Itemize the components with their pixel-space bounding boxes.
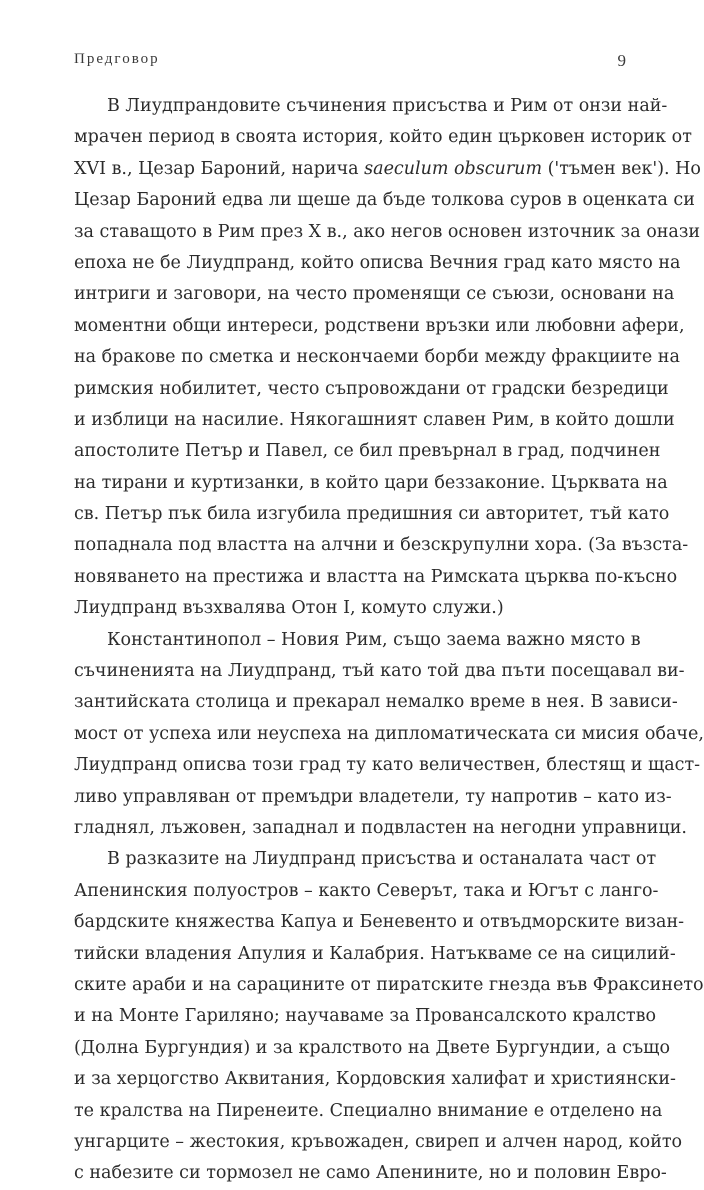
text-line: унгарците – жестокия, кръвожаден, свиреп и алчен народ, който <box>74 1131 683 1152</box>
text-line: съчиненията на Лиудпранд, тъй като той два пъти посещавал ви- <box>74 661 685 682</box>
text-line: римския нобилитет, често съпровождани от градски безредици <box>74 378 669 399</box>
text-run: XVI в., Цезар Бароний, нарича <box>74 158 365 179</box>
text-line: гладнял, лъжовен, западнал и подвластен на негодни управници. <box>74 817 687 838</box>
text-line: и изблици на насилие. Някогашният славен Рим, в който дошли <box>74 409 675 430</box>
text-line: епоха не бе Лиудпранд, който описва Вечния град като място на <box>74 252 681 273</box>
text-line: с набезите си тормозел не само Апенините, но и половин Евро- <box>74 1163 667 1184</box>
text-run: ('тъмен век'). Но <box>542 158 701 179</box>
text-line: те кралства на Пиренеите. Специално внимание е отделено на <box>74 1100 663 1121</box>
text-line: апостолите Петър и Павел, се бил превърнал в град, подчинен <box>74 441 661 462</box>
text-line: Константинопол – Новия Рим, също заема важно място в <box>107 629 641 650</box>
text-line: новяването на престижа и властта на Римската църква по-късно <box>74 566 678 587</box>
running-header <box>74 51 626 75</box>
running-title: Предговор <box>74 51 160 67</box>
text-line: зантийската столица и прекарал немалко време в нея. В зависи- <box>74 692 678 713</box>
text-line: за ставащото в Рим през X в., ако негов основен източник за онази <box>74 221 701 242</box>
text-line: интриги и заговори, на често променящи се съюзи, основани на <box>74 284 675 305</box>
text-line: тийски владения Апулия и Калабрия. Натъкваме се на сицилий- <box>74 943 676 964</box>
text-line: на тирани и куртизанки, в който цари беззаконие. Църквата на <box>74 472 668 493</box>
text-line: бардските княжества Капуа и Беневенто и отвъдморските визан- <box>74 912 685 933</box>
text-line: ливо управляван от премъдри владетели, ту напротив – като из- <box>74 786 672 807</box>
text-line: мост от успеха или неуспеха на дипломатическата си мисия обаче, <box>74 723 704 744</box>
text-line: на бракове по сметка и нескончаеми борби между фракциите на <box>74 347 680 368</box>
text-line: попаднала под властта на алчни и безскрупулни хора. (За възста- <box>74 535 689 556</box>
text-line: Апенинския полуостров – както Северът, така и Югът с ланго- <box>74 880 659 901</box>
page-number: 9 <box>617 51 626 70</box>
text-line: В разказите на Лиудпранд присъства и останалата част от <box>107 849 657 870</box>
text-line: св. Петър пък била изгубила предишния си авторитет, тъй като <box>74 504 670 525</box>
text-line: мрачен период в своята история, който един църковен историк от <box>74 127 692 148</box>
text-line: моментни общи интереси, родствени връзки или любовни афери, <box>74 315 685 336</box>
text-line: ските араби и на сарацините от пиратските гнезда във Фраксинето <box>74 974 704 995</box>
body-text <box>74 91 704 1190</box>
latin-term: saeculum obscurum <box>364 158 543 179</box>
text-line: Лиудпранд описва този град ту като величествен, блестящ и щаст- <box>74 755 701 776</box>
text-line <box>74 154 701 185</box>
text-line: Цезар Бароний едва ли щеше да бъде толкова суров в оценката си <box>74 190 695 211</box>
text-line: В Лиудпрандовите съчинения присъства и Рим от онзи най- <box>107 96 668 116</box>
text-line: и на Монте Гариляно; научаваме за Провансалското кралство <box>74 1006 656 1027</box>
text-line: и за херцогство Аквитания, Кордовския халифат и християнски- <box>74 1069 676 1090</box>
text-line: Лиудпранд възхвалява Отон I, комуто служи.) <box>74 598 504 619</box>
text-line: (Долна Бургундия) и за кралството на Двете Бургундии, а също <box>74 1037 670 1058</box>
